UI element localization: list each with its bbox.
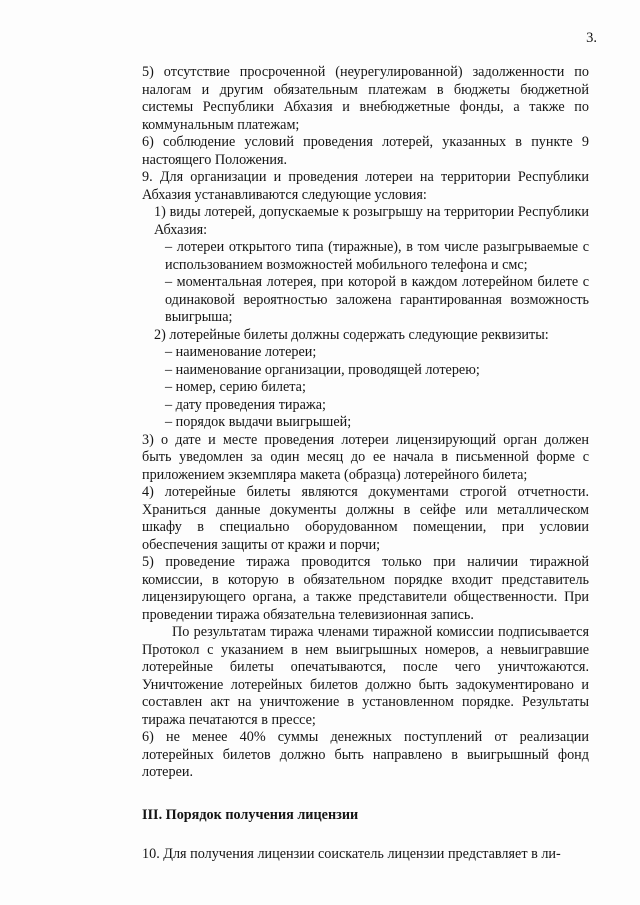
- paragraph-9-2-ticket-requisites: 2) лотерейные билеты должны содержать следующие реквизиты:: [154, 326, 549, 343]
- page-number: 3.: [586, 30, 597, 46]
- paragraph-6-lottery-conditions: 6) соблюдение условий проведения лотерей, указанных в пункте 9 настоящего Положения.: [142, 134, 589, 168]
- list-item-ticket-number: – номер, серию билета;: [165, 379, 306, 395]
- list-item-organization-name: – наименование организации, проводящей лотерею;: [165, 361, 480, 378]
- list-item-instant-lottery: – моментальная лотерея, при которой в каждом лотерейном билете с одинаковой вероятностью заложена гарантированная возможность выигрыша;: [165, 274, 589, 325]
- paragraph-9-1-lottery-types: 1) виды лотерей, допускаемые к розыгрышу на территории Республики Абхазия:: [154, 204, 589, 238]
- section-heading: III. Порядок получения лицензии: [142, 806, 359, 823]
- list-item-open-lottery: – лотереи открытого типа (тиражные), в том числе разыгрываемые с использованием возможностей мобильного телефона и смс;: [165, 239, 589, 273]
- document-body: [142, 64, 589, 864]
- list-item-prize-order: – порядок выдачи выигрышей;: [165, 414, 352, 430]
- paragraph-draw-results: По результатам тиража членами тиражной комиссии подписывается Протокол с указанием в нем выигрышных номеров, а невыигравшие лотерейные билеты опечатываются, после чего уничтожаются. Уничтожение лотерейных билетов должно быть задокументировано и составлен акт на уничтожение в установленном порядке. Результаты тиража печатаются в прессе;: [142, 624, 589, 728]
- paragraph-5-no-debt: 5) отсутствие просроченной (неурегулированной) задолженности по налогам и другим обязательным платежам в бюджеты бюджетной системы Республики Абхазия и внебюджетные фонды, а также по коммунальным платежам;: [142, 64, 589, 133]
- list-item-draw-date: – дату проведения тиража;: [165, 396, 326, 413]
- paragraph-9-4-strict-reporting: 4) лотерейные билеты являются документами строгой отчетности. Храниться данные документы должны в сейфе или металлическом шкафу в специально оборудованном помещении, при условии обеспечения защиты от кражи и порчи;: [142, 484, 589, 553]
- paragraph-9-3-notification: 3) о дате и месте проведения лотереи лицензирующий орган должен быть уведомлен за один месяц до ее начала в письменной форме с приложением экземпляра макета (образца) лотерейного билета;: [142, 431, 589, 483]
- paragraph-9-intro: 9. Для организации и проведения лотереи на территории Республики Абхазия устанавливаются следующие условия:: [142, 169, 589, 203]
- paragraph-10-intro: 10. Для получения лицензии соискатель лицензии представляет в ли-: [142, 846, 561, 862]
- paragraph-9-5-draw-commission: 5) проведение тиража проводится только при наличии тиражной комиссии, в которую в обязательном порядке входит представитель лицензирующего органа, а также представители общественности. При проведении тиража обязательна телевизионная запись.: [142, 554, 589, 623]
- paragraph-9-6-prize-fund: 6) не менее 40% суммы денежных поступлений от реализации лотерейных билетов должно быть направлено в выигрышный фонд лотереи.: [142, 729, 589, 780]
- list-item-lottery-name: – наименование лотереи;: [165, 344, 317, 360]
